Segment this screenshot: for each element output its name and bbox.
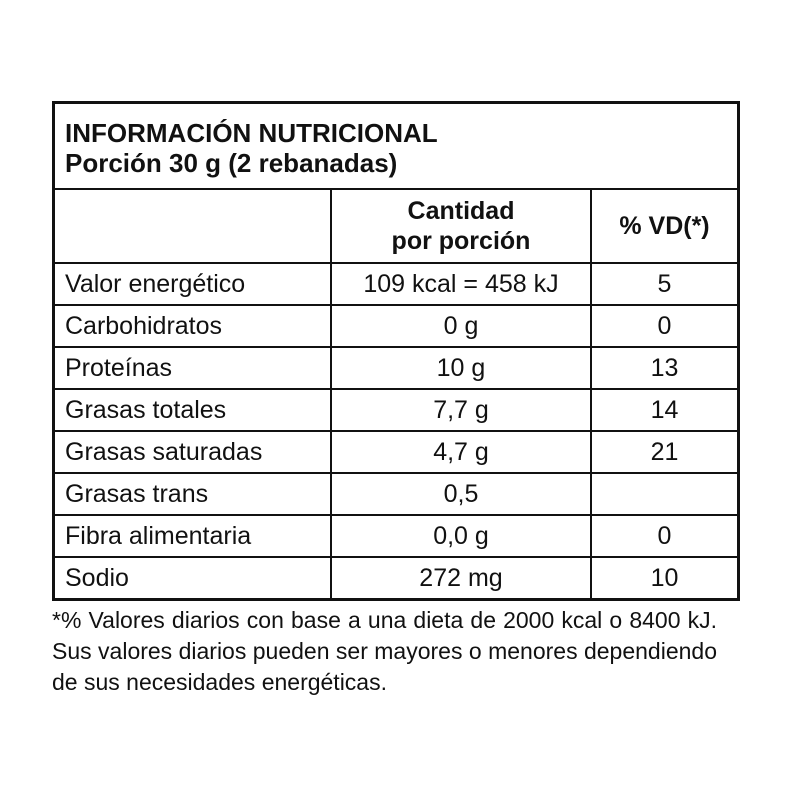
nutrient-amount: 109 kcal = 458 kJ (331, 263, 591, 305)
label-title: INFORMACIÓN NUTRICIONAL (65, 118, 438, 148)
nutrient-amount: 0,5 (331, 473, 591, 515)
table-row (55, 305, 737, 347)
table-row (55, 515, 737, 557)
nutrient-daily-value (591, 473, 737, 515)
nutrient-amount: 272 mg (331, 557, 591, 598)
serving-size: Porción 30 g (2 rebanadas) (65, 148, 398, 178)
nutrient-amount: 4,7 g (331, 431, 591, 473)
nutrient-daily-value: 13 (591, 347, 737, 389)
table-row (55, 263, 737, 305)
column-header-amount-line1: Cantidad (407, 197, 515, 225)
nutrition-table (55, 190, 737, 598)
nutrient-name: Grasas trans (55, 473, 331, 515)
daily-value-footnote: *% Valores diarios con base a una dieta de 2000 kcal o 8400 kJ. Sus valores diarios pueden ser mayores o menores dependiendo de sus necesidades energéticas. (52, 607, 717, 695)
nutrient-name: Carbohidratos (55, 305, 331, 347)
column-header-daily-value: % VD(*) (591, 190, 737, 263)
nutrient-amount: 0,0 g (331, 515, 591, 557)
nutrient-daily-value: 0 (591, 515, 737, 557)
column-header-amount-line2: por porción (391, 227, 531, 255)
label-header (55, 104, 737, 190)
nutrient-name: Grasas saturadas (55, 431, 331, 473)
nutrient-amount: 10 g (331, 347, 591, 389)
column-header-nutrient (55, 190, 331, 263)
table-row (55, 473, 737, 515)
nutrient-daily-value: 10 (591, 557, 737, 598)
nutrient-name: Proteínas (55, 347, 331, 389)
nutrient-name: Fibra alimentaria (55, 515, 331, 557)
nutrient-name: Sodio (55, 557, 331, 598)
table-row (55, 347, 737, 389)
nutrient-amount: 0 g (331, 305, 591, 347)
nutrient-name: Grasas totales (55, 389, 331, 431)
nutrient-daily-value: 0 (591, 305, 737, 347)
table-header-row (55, 190, 737, 263)
nutrient-amount: 7,7 g (331, 389, 591, 431)
nutrition-panel (52, 101, 740, 601)
nutrient-daily-value: 14 (591, 389, 737, 431)
nutrient-name: Valor energético (55, 263, 331, 305)
column-header-amount (331, 190, 591, 263)
nutrient-daily-value: 5 (591, 263, 737, 305)
nutrition-label (52, 101, 740, 698)
table-row (55, 389, 737, 431)
table-row (55, 431, 737, 473)
nutrient-daily-value: 21 (591, 431, 737, 473)
table-row (55, 557, 737, 598)
